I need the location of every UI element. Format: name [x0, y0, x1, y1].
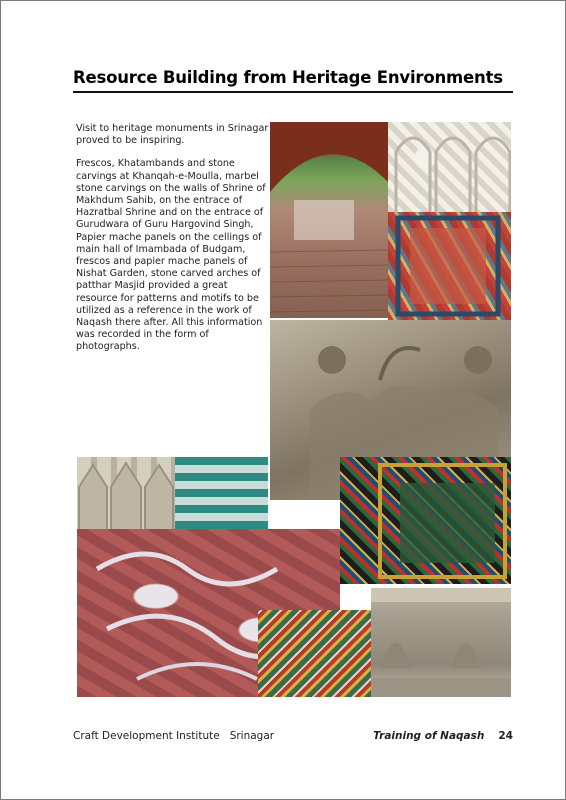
intro-paragraph: Visit to heritage monuments in Srinagar proved to be inspiring. — [76, 123, 269, 147]
title-underline — [73, 91, 513, 93]
photo-papier-mache-panel — [388, 212, 511, 320]
photo-marble-lattice — [388, 122, 511, 212]
photo-carved-frieze — [371, 588, 511, 697]
photo-ornamental-border — [340, 457, 511, 584]
page-title: Resource Building from Heritage Environments — [73, 68, 503, 87]
footer-section — [373, 730, 513, 742]
photo-carved-niches — [77, 457, 175, 529]
footer-section-title: Training of Naqash — [373, 730, 485, 742]
body-text — [76, 123, 272, 365]
photo-stairway-arch — [270, 122, 388, 318]
photo-embroidered-textile — [258, 610, 371, 697]
description-paragraph: Frescos, Khatambands and stone carvings at Khanqah-e-Moulla, marbel stone carvings on the walls of Shrine of Makhdum Sahib, on the entrace of Hazratbal Shrine and on the entrace of Gurudwara of Guru Hargovind Singh, Papier mache panels on the cellings of main hall of Imambada of Budgam, frescos and papier mache panels of Nishat Garden, stone carved arches of patthar Masjid provided a great resource for patterns and motifs to be utilized as a reference in the work of Naqash there after. All this information was recorded in the form of photographs. — [76, 158, 266, 353]
photo-tile-panel — [175, 457, 268, 529]
footer-organization: Craft Development Institute Srinagar — [73, 730, 275, 742]
page-number: 24 — [498, 730, 513, 742]
